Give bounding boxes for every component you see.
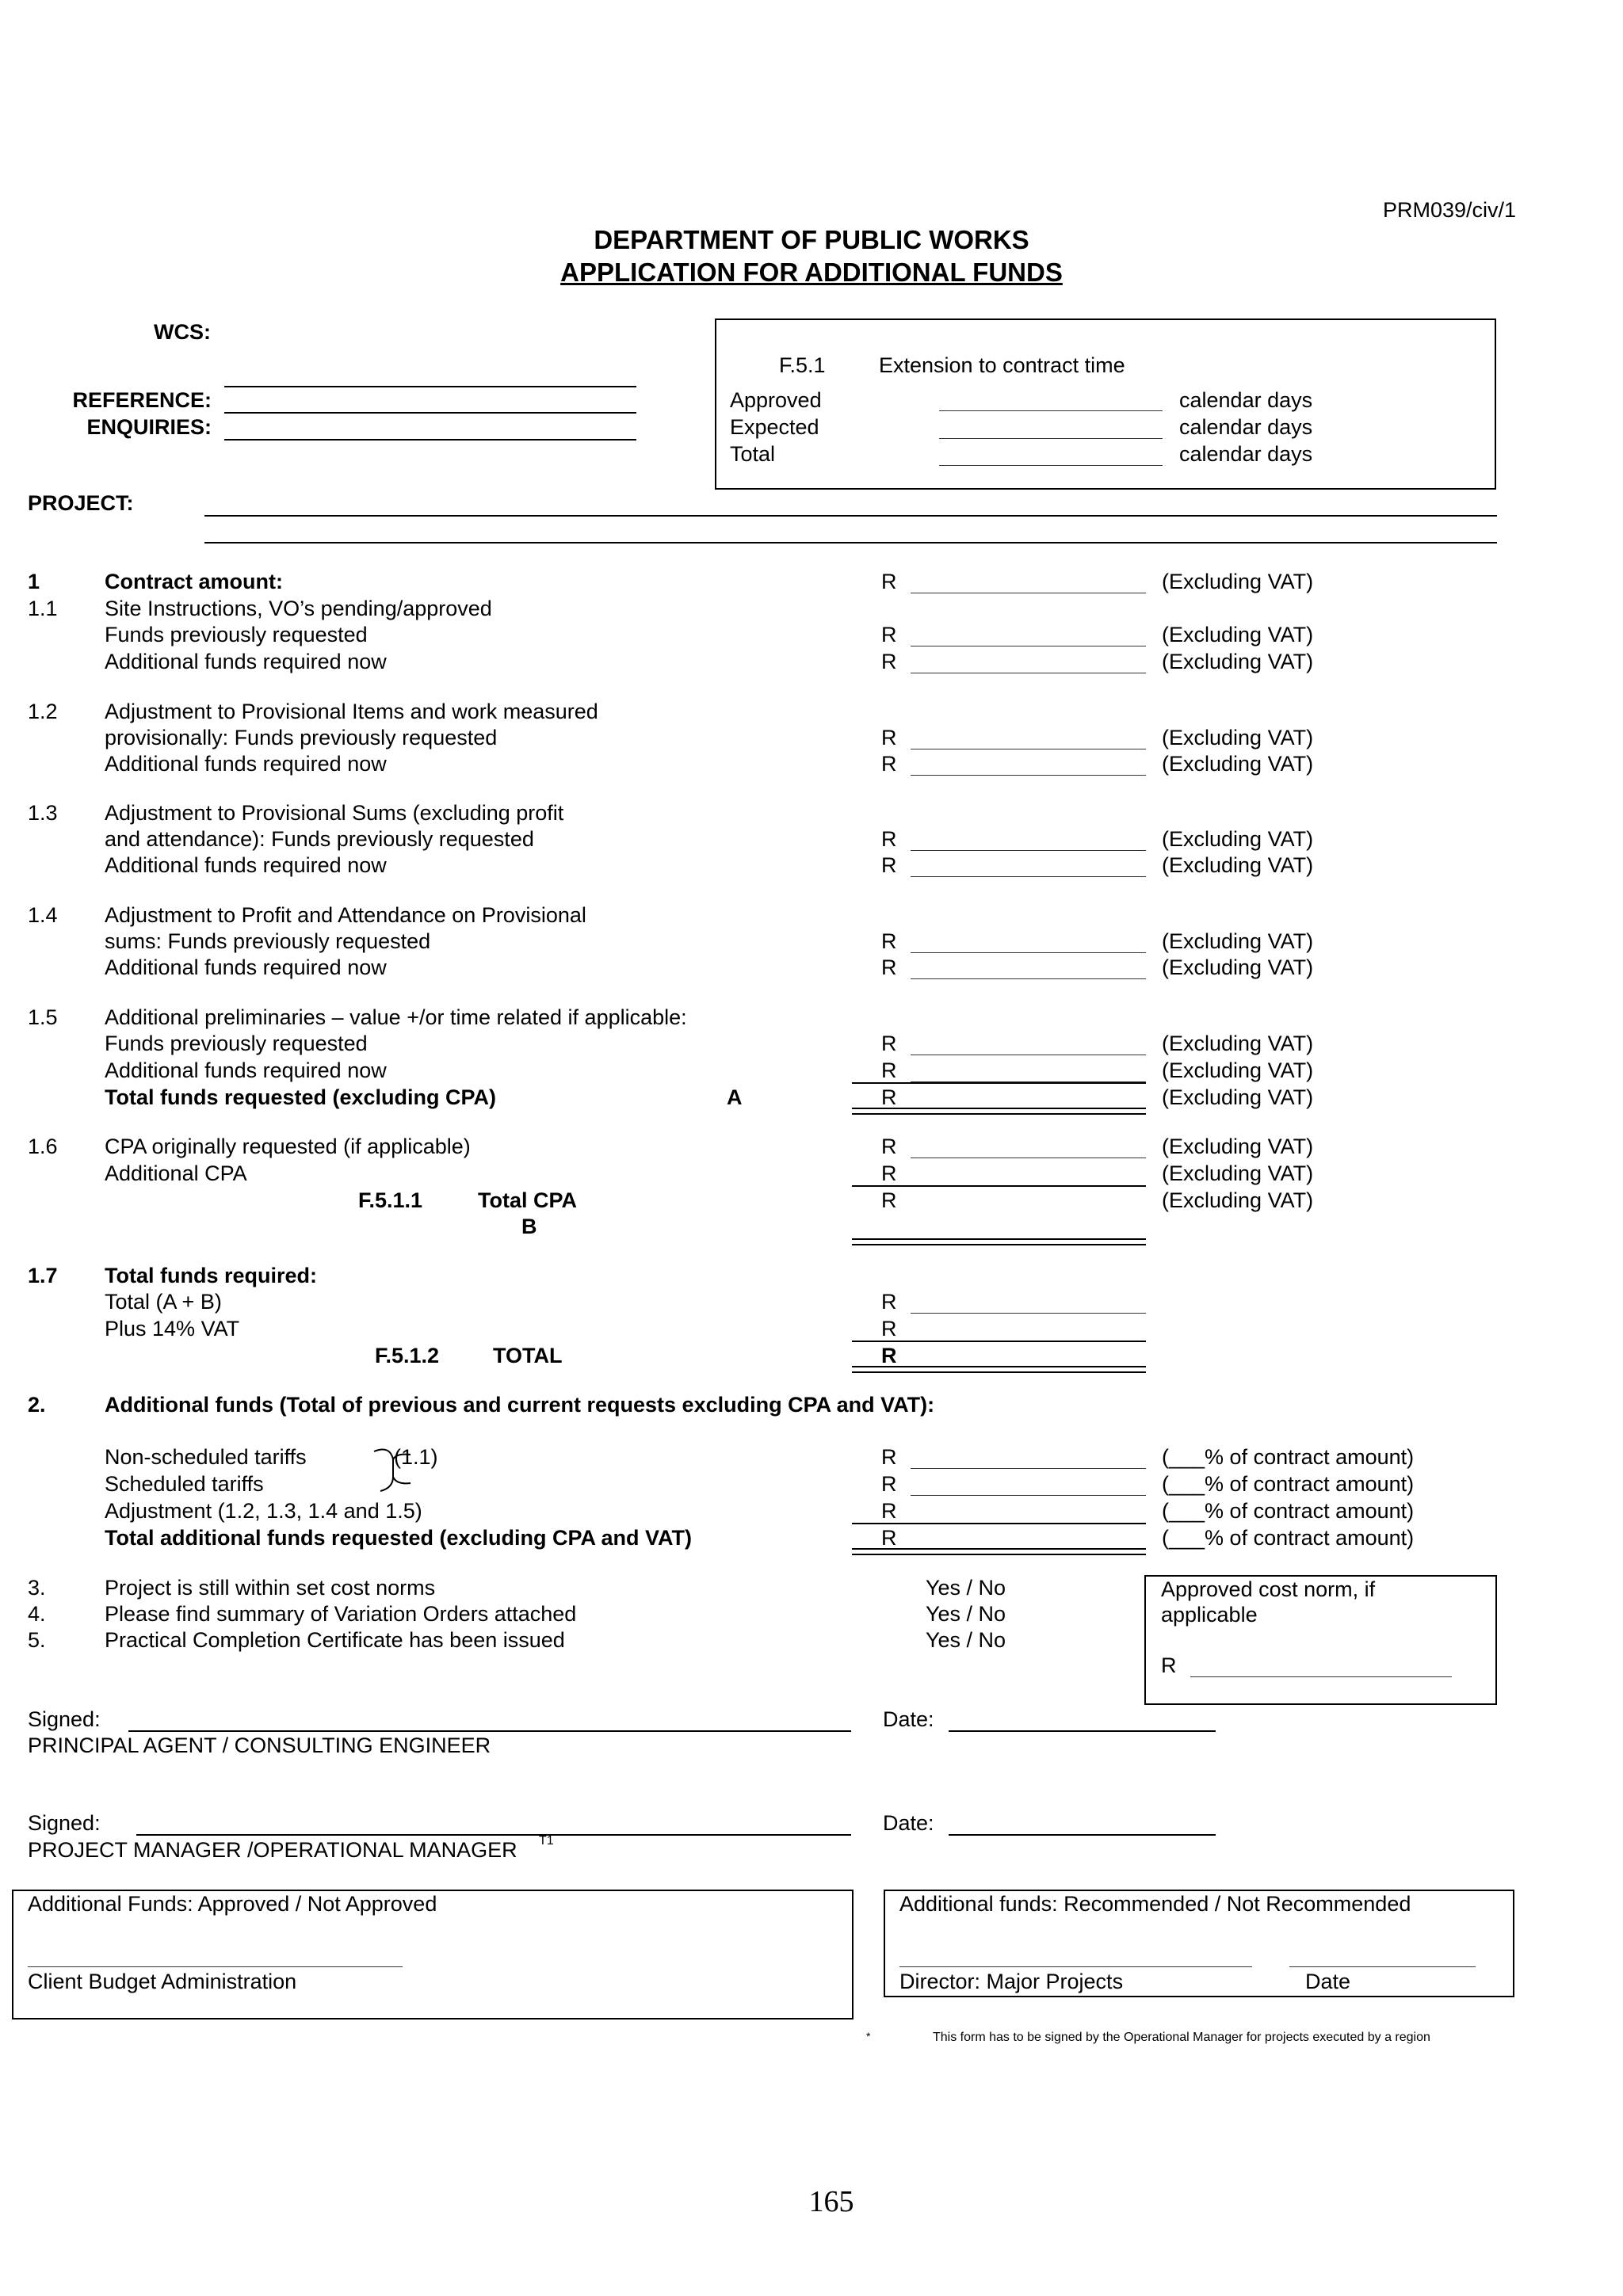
item-1-2-now-suffix: (Excluding VAT) bbox=[1162, 752, 1314, 776]
item-1-7-total-ab-field[interactable] bbox=[911, 1313, 1146, 1314]
director-date-line[interactable] bbox=[1289, 1966, 1476, 1967]
enquiries-label: ENQUIRIES: bbox=[86, 415, 212, 439]
item-1-6-total-suffix: (Excluding VAT) bbox=[1162, 1188, 1314, 1212]
item-1-5-line-a: Additional preliminaries – value +/or time related if applicable: bbox=[105, 1005, 687, 1029]
question-3-answer[interactable]: Yes / No bbox=[926, 1576, 1006, 1600]
adjustment-label: Adjustment (1.2, 1.3, 1.4 and 1.5) bbox=[105, 1499, 422, 1523]
item-1-3-now-field[interactable] bbox=[911, 876, 1146, 877]
item-1-2-line-c: Additional funds required now bbox=[105, 752, 387, 776]
question-4-number: 4. bbox=[28, 1602, 46, 1626]
extension-box bbox=[715, 318, 1496, 490]
item-1-1-now-suffix: (Excluding VAT) bbox=[1162, 650, 1314, 673]
item-1-7-line-b: Total (A + B) bbox=[105, 1290, 222, 1314]
brace-icon bbox=[369, 1442, 417, 1494]
extension-title: Extension to contract time bbox=[879, 353, 1125, 377]
director-signature-line[interactable] bbox=[899, 1966, 1252, 1967]
extension-approved-unit: calendar days bbox=[1179, 388, 1313, 412]
item-1-5-now-suffix: (Excluding VAT) bbox=[1162, 1058, 1314, 1082]
item-1-7-total-double-rule bbox=[852, 1366, 1146, 1373]
item-1-4-previous-suffix: (Excluding VAT) bbox=[1162, 929, 1314, 953]
item-1-5-line-c: Additional funds required now bbox=[105, 1058, 387, 1082]
question-4-text: Please find summary of Variation Orders attached bbox=[105, 1602, 577, 1626]
item-1-6-total-currency: R bbox=[881, 1188, 897, 1212]
date-label-2: Date: bbox=[883, 1811, 934, 1835]
signed-label-2: Signed: bbox=[28, 1811, 101, 1835]
item-1-6-additional-rule bbox=[852, 1185, 1146, 1187]
non-scheduled-tariffs-label: Non-scheduled tariffs bbox=[105, 1445, 307, 1469]
item-1-7-line-c: Plus 14% VAT bbox=[105, 1317, 240, 1341]
question-5-text: Practical Completion Certificate has been issued bbox=[105, 1628, 565, 1652]
wcs-label: WCS: bbox=[154, 320, 211, 344]
item-1-2-line-b: provisionally: Funds previously requested bbox=[105, 726, 498, 749]
item-1-5-total-currency: R bbox=[881, 1085, 897, 1109]
total-additional-funds-currency: R bbox=[881, 1526, 897, 1550]
question-4-answer[interactable]: Yes / No bbox=[926, 1602, 1006, 1626]
section-2-label: Additional funds (Total of previous and current requests excluding CPA and VAT): bbox=[105, 1393, 935, 1417]
item-1-7-vat-currency: R bbox=[881, 1317, 897, 1341]
form-code: PRM039/civ/1 bbox=[1383, 198, 1517, 222]
item-1-7-code: F.5.1.2 bbox=[375, 1344, 440, 1367]
item-1-3-line-c: Additional funds required now bbox=[105, 853, 387, 877]
principal-agent-label: PRINCIPAL AGENT / CONSULTING ENGINEER bbox=[28, 1733, 491, 1757]
extension-total-field[interactable] bbox=[939, 465, 1163, 466]
item-1-3-line-a: Adjustment to Provisional Sums (excluding profit bbox=[105, 801, 564, 825]
question-5-answer[interactable]: Yes / No bbox=[926, 1628, 1006, 1652]
item-1-6-line-b: Additional CPA bbox=[105, 1161, 247, 1185]
project-label: PROJECT: bbox=[28, 491, 134, 515]
item-1-3-previous-currency: R bbox=[881, 827, 897, 851]
project-field-line-1[interactable] bbox=[204, 515, 1497, 517]
question-5-number: 5. bbox=[28, 1628, 46, 1652]
item-1-1-previous-currency: R bbox=[881, 623, 897, 646]
item-1-6-original-suffix: (Excluding VAT) bbox=[1162, 1135, 1314, 1158]
item-1-4-now-field[interactable] bbox=[911, 978, 1146, 979]
item-1-1-now-currency: R bbox=[881, 650, 897, 673]
item-1-6-additional-suffix: (Excluding VAT) bbox=[1162, 1161, 1314, 1185]
cost-norm-field[interactable] bbox=[1190, 1676, 1452, 1677]
item-1-6-additional-currency: R bbox=[881, 1161, 897, 1185]
item-1-6-line-a: CPA originally requested (if applicable) bbox=[105, 1135, 471, 1158]
item-1-6-total-label: Total CPA bbox=[478, 1188, 577, 1212]
item-1-1-line-b: Funds previously requested bbox=[105, 623, 368, 646]
wcs-field[interactable] bbox=[224, 386, 636, 387]
item-1-5-total-double-rule bbox=[852, 1108, 1146, 1115]
non-scheduled-tariffs-field[interactable] bbox=[911, 1468, 1146, 1469]
reference-label: REFERENCE: bbox=[72, 388, 212, 412]
total-additional-funds-double-rule bbox=[852, 1548, 1146, 1555]
project-field-line-2[interactable] bbox=[204, 542, 1497, 543]
item-1-3-previous-field[interactable] bbox=[911, 850, 1146, 851]
extension-expected-unit: calendar days bbox=[1179, 415, 1313, 439]
signature-field-1[interactable] bbox=[128, 1730, 851, 1732]
item-1-3-previous-suffix: (Excluding VAT) bbox=[1162, 827, 1314, 851]
item-1-7-vat-rule bbox=[852, 1341, 1146, 1342]
approval-title[interactable]: Additional Funds: Approved / Not Approved bbox=[28, 1892, 437, 1916]
date-field-2[interactable] bbox=[949, 1834, 1216, 1836]
extension-expected-label: Expected bbox=[730, 415, 819, 439]
scheduled-tariffs-field[interactable] bbox=[911, 1495, 1146, 1496]
section-2-number: 2. bbox=[28, 1393, 46, 1417]
client-budget-label: Client Budget Administration bbox=[28, 1970, 297, 1993]
item-1-5-previous-currency: R bbox=[881, 1032, 897, 1055]
item-1-7-total-label: TOTAL bbox=[493, 1344, 563, 1367]
footnote-mark: T1 bbox=[539, 1834, 554, 1848]
extension-total-label: Total bbox=[730, 442, 776, 466]
signature-field-2[interactable] bbox=[136, 1834, 851, 1836]
date-field-1[interactable] bbox=[949, 1730, 1216, 1732]
cost-norm-currency: R bbox=[1161, 1653, 1177, 1677]
page-title: DEPARTMENT OF PUBLIC WORKS bbox=[594, 225, 1029, 254]
page-number: 165 bbox=[808, 2185, 854, 2218]
item-1-5-previous-suffix: (Excluding VAT) bbox=[1162, 1032, 1314, 1055]
non-scheduled-tariffs-suffix: (___% of contract amount) bbox=[1162, 1445, 1415, 1469]
item-1-4-now-currency: R bbox=[881, 955, 897, 979]
footnote-text: This form has to be signed by the Operational Manager for projects executed by a region bbox=[933, 2031, 1430, 2044]
item-1-4-now-suffix: (Excluding VAT) bbox=[1162, 955, 1314, 979]
item-1-number: 1 bbox=[28, 570, 40, 593]
page-subtitle: APPLICATION FOR ADDITIONAL FUNDS bbox=[560, 257, 1063, 287]
item-1-5-now-rule bbox=[852, 1082, 1146, 1084]
item-1-3-number: 1.3 bbox=[28, 801, 58, 825]
item-1-4-number: 1.4 bbox=[28, 903, 58, 927]
item-1-7-total-ab-currency: R bbox=[881, 1290, 897, 1314]
recommendation-title[interactable]: Additional funds: Recommended / Not Recommended bbox=[899, 1892, 1411, 1916]
item-1-4-line-a: Adjustment to Profit and Attendance on Provisional bbox=[105, 903, 586, 927]
item-1-3-line-b: and attendance): Funds previously requested bbox=[105, 827, 534, 851]
item-1-5-now-currency: R bbox=[881, 1058, 897, 1082]
adjustment-rule bbox=[852, 1523, 1146, 1524]
extension-expected-field[interactable] bbox=[939, 438, 1163, 439]
contract-amount-currency: R bbox=[881, 570, 897, 593]
enquiries-field[interactable] bbox=[224, 439, 636, 441]
item-1-4-line-b: sums: Funds previously requested bbox=[105, 929, 431, 953]
total-additional-funds-label: Total additional funds requested (excluding CPA and VAT) bbox=[105, 1526, 693, 1550]
item-1-4-line-c: Additional funds required now bbox=[105, 955, 387, 979]
item-1-5-total-suffix: (Excluding VAT) bbox=[1162, 1085, 1314, 1109]
director-date-label: Date bbox=[1305, 1970, 1351, 1993]
approval-signature-line[interactable] bbox=[28, 1966, 403, 1967]
item-1-4-previous-field[interactable] bbox=[911, 952, 1146, 953]
cost-norm-line-2: applicable bbox=[1161, 1603, 1258, 1627]
total-cpa-double-rule bbox=[852, 1238, 1146, 1245]
reference-field[interactable] bbox=[224, 412, 636, 414]
item-1-2-previous-currency: R bbox=[881, 726, 897, 749]
item-1-2-now-currency: R bbox=[881, 752, 897, 776]
extension-approved-label: Approved bbox=[730, 388, 822, 412]
item-1-7-number: 1.7 bbox=[28, 1264, 58, 1287]
item-1-1-line-c: Additional funds required now bbox=[105, 650, 387, 673]
item-1-5-number: 1.5 bbox=[28, 1005, 58, 1029]
item-1-6-number: 1.6 bbox=[28, 1135, 58, 1158]
item-1-6-original-currency: R bbox=[881, 1135, 897, 1158]
item-1-4-previous-currency: R bbox=[881, 929, 897, 953]
non-scheduled-tariffs-currency: R bbox=[881, 1445, 897, 1469]
item-1-label: Contract amount: bbox=[105, 570, 283, 593]
item-1-5-total-label: Total funds requested (excluding CPA) bbox=[105, 1085, 497, 1109]
extension-approved-field[interactable] bbox=[939, 410, 1163, 411]
item-1-7-line-a: Total funds required: bbox=[105, 1264, 317, 1287]
item-1-5-mark-a: A bbox=[727, 1085, 743, 1109]
item-1-2-number: 1.2 bbox=[28, 700, 58, 723]
signed-label-1: Signed: bbox=[28, 1707, 101, 1731]
item-1-2-line-a: Adjustment to Provisional Items and work measured bbox=[105, 700, 598, 723]
extension-code: F.5.1 bbox=[779, 353, 826, 377]
item-1-2-now-field[interactable] bbox=[911, 775, 1146, 776]
item-1-3-now-currency: R bbox=[881, 853, 897, 877]
total-additional-funds-suffix: (___% of contract amount) bbox=[1162, 1526, 1415, 1550]
scheduled-tariffs-currency: R bbox=[881, 1472, 897, 1496]
tariffs-ref: (1.1) bbox=[394, 1445, 438, 1469]
footnote-asterisk: * bbox=[866, 2030, 871, 2042]
item-1-1-previous-suffix: (Excluding VAT) bbox=[1162, 623, 1314, 646]
adjustment-suffix: (___% of contract amount) bbox=[1162, 1499, 1415, 1523]
scheduled-tariffs-suffix: (___% of contract amount) bbox=[1162, 1472, 1415, 1496]
item-1-1-line-a: Site Instructions, VO’s pending/approved bbox=[105, 597, 492, 620]
item-1-6-code: F.5.1.1 bbox=[358, 1188, 423, 1212]
cost-norm-line-1: Approved cost norm, if bbox=[1161, 1577, 1376, 1601]
project-manager-label: PROJECT MANAGER /OPERATIONAL MANAGER bbox=[28, 1838, 517, 1862]
contract-amount-suffix: (Excluding VAT) bbox=[1162, 570, 1314, 593]
scheduled-tariffs-label: Scheduled tariffs bbox=[105, 1472, 264, 1496]
item-1-6-mark-b: B bbox=[521, 1215, 537, 1238]
director-label: Director: Major Projects bbox=[899, 1970, 1124, 1993]
extension-total-unit: calendar days bbox=[1179, 442, 1313, 466]
question-3-number: 3. bbox=[28, 1576, 46, 1600]
item-1-3-now-suffix: (Excluding VAT) bbox=[1162, 853, 1314, 877]
date-label-1: Date: bbox=[883, 1707, 934, 1731]
item-1-7-total-currency: R bbox=[881, 1344, 897, 1367]
item-1-2-previous-suffix: (Excluding VAT) bbox=[1162, 726, 1314, 749]
question-3-text: Project is still within set cost norms bbox=[105, 1576, 436, 1600]
adjustment-currency: R bbox=[881, 1499, 897, 1523]
item-1-1-number: 1.1 bbox=[28, 597, 58, 620]
item-1-5-line-b: Funds previously requested bbox=[105, 1032, 368, 1055]
